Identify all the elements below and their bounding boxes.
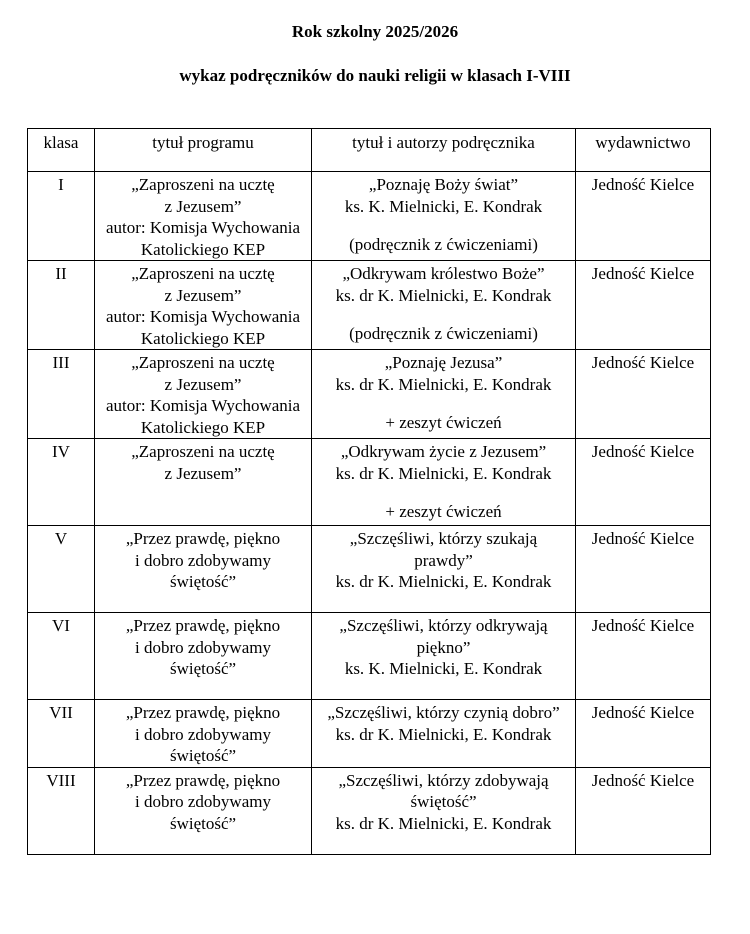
cell-klasa <box>28 613 95 700</box>
table-row <box>28 700 711 768</box>
header-program: tytuł programu <box>95 129 312 172</box>
publisher-value: Jedność Kielce <box>591 770 695 790</box>
program-line: z Jezusem” <box>164 463 242 483</box>
table-row <box>28 439 711 526</box>
book-line: „Poznaję Boży świat” <box>368 175 519 194</box>
program-line: z Jezusem” <box>164 374 242 394</box>
book-line: piękno” <box>416 637 471 657</box>
book-line: ks. dr K. Mielnicki, E. Kondrak <box>335 572 552 591</box>
publisher-value: Jedność Kielce <box>591 264 695 283</box>
klasa-value: IV <box>52 442 70 461</box>
cell-publisher <box>576 700 711 768</box>
klasa-value: III <box>52 353 70 372</box>
cell-program <box>95 261 312 350</box>
book-line: „Szczęśliwi, którzy zdobywają <box>338 770 549 790</box>
cell-publisher <box>576 526 711 613</box>
table-row <box>28 767 711 854</box>
header-publisher: wydawnictwo <box>576 129 711 172</box>
program-line: „Przez prawdę, piękno <box>125 770 281 790</box>
cell-klasa <box>28 700 95 768</box>
program-line: autor: Komisja Wychowania <box>105 307 301 326</box>
cell-klasa <box>28 526 95 613</box>
cell-program <box>95 613 312 700</box>
klasa-value: V <box>54 529 68 548</box>
cell-publisher <box>576 261 711 350</box>
program-line: „Przez prawdę, piękno <box>125 616 281 635</box>
klasa-value: VII <box>49 703 73 722</box>
cell-program <box>95 350 312 439</box>
publisher-value: Jedność Kielce <box>591 529 695 548</box>
publisher-value: Jedność Kielce <box>591 703 695 722</box>
cell-book <box>312 526 576 613</box>
klasa-value: VI <box>52 616 70 635</box>
cell-klasa <box>28 172 95 261</box>
book-line: ks. K. Mielnicki, E. Kondrak <box>344 659 543 678</box>
program-line: „Zaproszeni na ucztę <box>131 353 275 372</box>
cell-book <box>312 613 576 700</box>
program-line: i dobro zdobywamy <box>135 550 271 570</box>
book-line: ks. dr K. Mielnicki, E. Kondrak <box>335 813 552 833</box>
cell-program <box>95 526 312 613</box>
cell-klasa <box>28 350 95 439</box>
cell-book <box>312 700 576 768</box>
program-line: Katolickiego KEP <box>140 239 266 259</box>
program-line: z Jezusem” <box>164 285 242 305</box>
textbook-table <box>27 128 711 855</box>
table-row <box>28 172 711 261</box>
header-book: tytuł i autorzy podręcznika <box>312 129 576 172</box>
book-line: ks. dr K. Mielnicki, E. Kondrak <box>335 374 552 394</box>
cell-publisher <box>576 613 711 700</box>
publisher-value: Jedność Kielce <box>591 442 695 461</box>
program-line: „Przez prawdę, piękno <box>125 703 281 722</box>
program-line: Katolickiego KEP <box>140 417 266 437</box>
book-line: „Szczęśliwi, którzy szukają <box>349 529 538 548</box>
program-line: Katolickiego KEP <box>140 328 266 348</box>
program-line: i dobro zdobywamy <box>135 792 271 811</box>
program-line: autor: Komisja Wychowania <box>105 218 301 237</box>
klasa-value: II <box>55 264 67 283</box>
cell-klasa <box>28 261 95 350</box>
program-line: z Jezusem” <box>164 196 242 216</box>
program-line: świętość” <box>169 813 237 833</box>
cell-book <box>312 767 576 854</box>
book-line: prawdy” <box>414 550 473 570</box>
page-title: Rok szkolny 2025/2026 <box>291 22 459 41</box>
klasa-value: VIII <box>46 770 76 790</box>
program-line: autor: Komisja Wychowania <box>105 396 301 415</box>
book-line: ks. K. Mielnicki, E. Kondrak <box>344 196 543 216</box>
book-line: ks. dr K. Mielnicki, E. Kondrak <box>335 463 552 483</box>
book-note: (podręcznik z ćwiczeniami) <box>349 235 538 254</box>
cell-program <box>95 172 312 261</box>
program-line: świętość” <box>169 746 237 765</box>
book-line: „Szczęśliwi, którzy odkrywają <box>339 616 548 635</box>
cell-program <box>95 700 312 768</box>
table-body <box>28 172 711 855</box>
table-row <box>28 350 711 439</box>
cell-publisher <box>576 172 711 261</box>
book-line: „Szczęśliwi, którzy czynią dobro” <box>327 703 560 722</box>
cell-program <box>95 767 312 854</box>
table-row <box>28 526 711 613</box>
book-note: + zeszyt ćwiczeń <box>385 502 502 521</box>
page-subtitle: wykaz podręczników do nauki religii w klasach I-VIII <box>179 66 571 85</box>
table-row <box>28 261 711 350</box>
cell-book <box>312 439 576 526</box>
book-line: „Poznaję Jezusa” <box>384 353 503 372</box>
table-row <box>28 613 711 700</box>
program-line: świętość” <box>169 659 237 678</box>
cell-publisher <box>576 350 711 439</box>
cell-book <box>312 172 576 261</box>
book-line: „Odkrywam życie z Jezusem” <box>340 442 547 461</box>
publisher-value: Jedność Kielce <box>591 175 695 194</box>
cell-book <box>312 261 576 350</box>
cell-book <box>312 350 576 439</box>
publisher-value: Jedność Kielce <box>591 353 695 372</box>
program-line: „Przez prawdę, piękno <box>125 529 281 548</box>
cell-publisher <box>576 439 711 526</box>
book-line: świętość” <box>410 792 477 811</box>
cell-klasa <box>28 767 95 854</box>
program-line: „Zaproszeni na ucztę <box>131 264 275 283</box>
book-line: ks. dr K. Mielnicki, E. Kondrak <box>335 285 552 305</box>
header-klasa: klasa <box>28 129 95 172</box>
program-line: i dobro zdobywamy <box>135 637 271 657</box>
book-line: „Odkrywam królestwo Boże” <box>342 264 545 283</box>
table-header-row <box>28 129 711 172</box>
program-line: „Zaproszeni na ucztę <box>131 175 275 194</box>
program-line: świętość” <box>169 572 237 591</box>
book-line: ks. dr K. Mielnicki, E. Kondrak <box>335 724 552 744</box>
program-line: i dobro zdobywamy <box>135 724 271 744</box>
klasa-value: I <box>58 175 64 194</box>
cell-publisher <box>576 767 711 854</box>
publisher-value: Jedność Kielce <box>591 616 695 635</box>
cell-klasa <box>28 439 95 526</box>
book-note: + zeszyt ćwiczeń <box>385 413 502 432</box>
cell-program <box>95 439 312 526</box>
book-note: (podręcznik z ćwiczeniami) <box>349 324 538 343</box>
program-line: „Zaproszeni na ucztę <box>131 442 275 461</box>
